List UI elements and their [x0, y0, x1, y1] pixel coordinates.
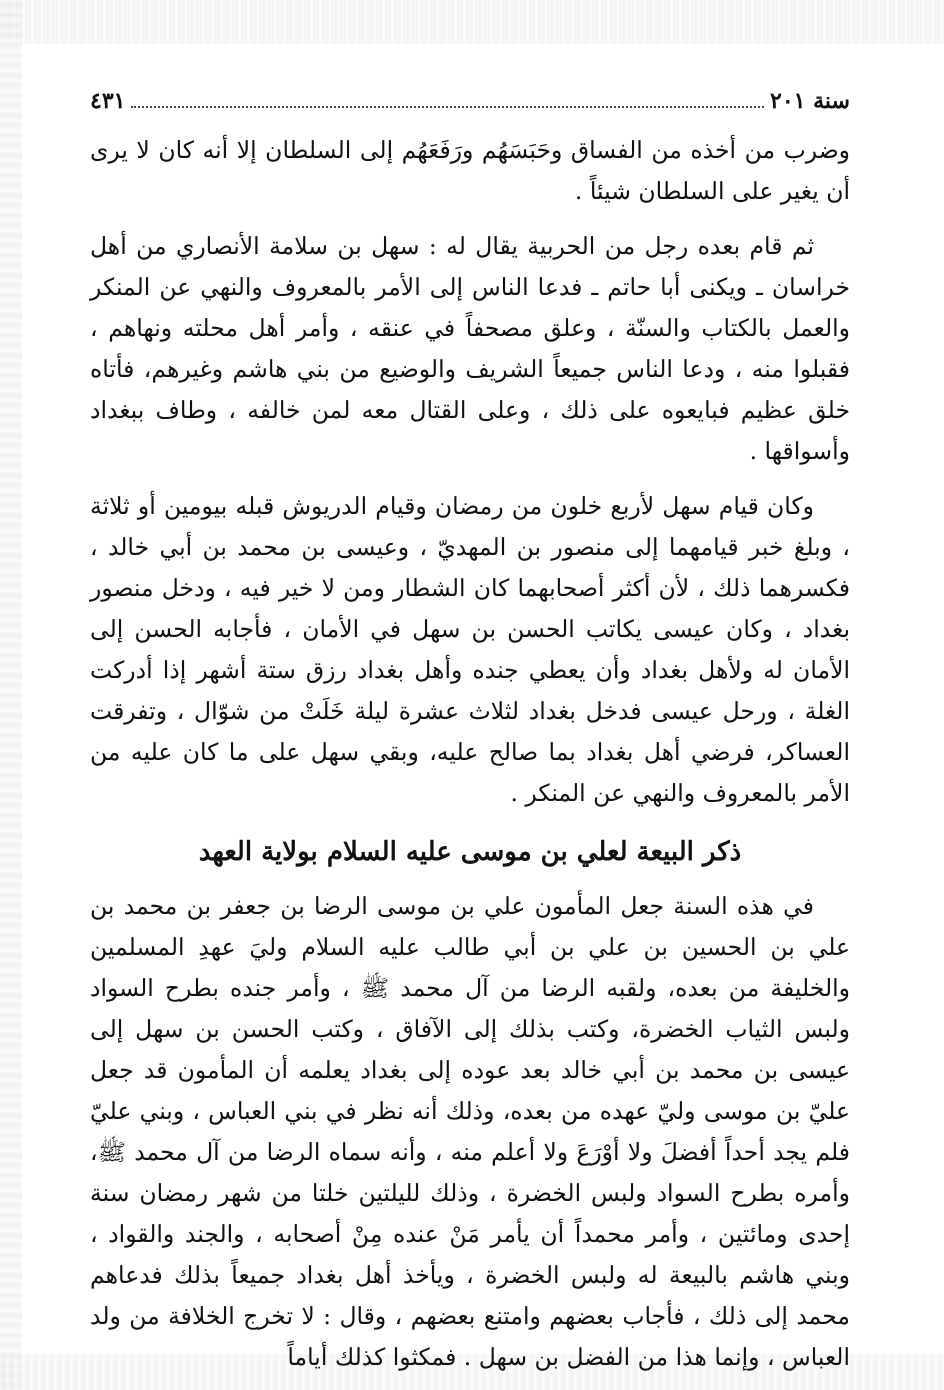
paragraph-sahl-rising: ثم قام بعده رجل من الحربية يقال له : سهل بن سلامة الأنصاري من أهل خراسان ـ ويكنى أبا حاتم ـ فدعا الناس إلى الأمر بالمعروف والنهي عن المنكر والعمل بالكتاب والسنّة ، وعلق مصحفاً في عنقه ، وأمر أهل محلته ونهاهم ، فقبلوا منه ، ودعا الناس جميعاً الشريف والوضيع من بني هاشم وغيرهم، فأتاه خلق عظيم فبايعوه على ذلك ، وعلى القتال معه لمن خالفه ، وطاف ببغداد وأسواقها . — [90, 232, 850, 465]
scan-noise-left — [0, 0, 22, 1390]
dotted-leader — [131, 106, 764, 108]
scan-noise-top — [0, 0, 944, 44]
book-page — [90, 88, 850, 1378]
paragraph-sahl-timing: وكان قيام سهل لأربع خلون من رمضان وقيام الدريوش قبله بيومين أو ثلاثة ، وبلغ خبر قيامهما إلى منصور بن المهديّ ، وعيسى بن محمد بن أبي خالد ، فكسرهما ذلك ، لأن أكثر أصحابهما كان الشطار ومن لا خير فيه ، ودخل منصور بغداد ، وكان عيسى يكاتب الحسن بن سهل في الأمان ، فأجابه الحسن إلى الأمان له ولأهل بغداد وأن يعطي جنده وأهل بغداد رزق ستة أشهر إذا أدركت الغلة ، ورحل عيسى فدخل بغداد لثلاث عشرة ليلة خَلَتْ من شوّال ، وتفرقت العساكر، فرضي أهل بغداد بما صالح عليه، وبقي سهل على ما كان عليه من الأمر بالمعروف والنهي عن المنكر . — [90, 492, 850, 807]
section-heading: ذكر البيعة لعلي بن موسى عليه السلام بولاية العهد — [198, 837, 742, 867]
year-label: سنة ٢٠١ — [770, 88, 850, 114]
running-header — [90, 88, 850, 122]
paragraph-continuation: وضرب من أخذه من الفساق وحَبَسَهُم ورَفَعَهُم إلى السلطان إلا أنه كان لا يرى أن يغير على السلطان شيئاً . — [90, 136, 850, 205]
paragraph-bay-ah: في هذه السنة جعل المأمون علي بن موسى الرضا بن جعفر بن محمد بن علي بن الحسين بن علي بن أبي طالب عليه السلام وليَ عهدِ المسلمين والخليفة من بعده، ولقبه الرضا من آل محمد ﷺ ، وأمر جنده بطرح السواد ولبس الثياب الخضرة، وكتب بذلك إلى الآفاق ، وكتب الحسن بن سهل إلى عيسى بن محمد بن أبي خالد بعد عوده إلى بغداد يعلمه أن المأمون قد جعل عليّ بن موسى وليّ عهده من بعده، وذلك أنه نظر في بني العباس ، وبني عليّ فلم يجد أحداً أفضلَ ولا أوْرَعَ ولا أعلم منه ، وأنه سماه الرضا من آل محمد ﷺ، وأمره بطرح السواد ولبس الخضرة ، وذلك لليلتين خلتا من شهر رمضان سنة إحدى ومائتين ، وأمر محمداً أن يأمر مَنْ عنده مِنْ أصحابه ، والجند والقواد ، وبني هاشم بالبيعة له ولبس الخضرة ، ويأخذ أهل بغداد جميعاً بذلك فدعاهم محمد إلى ذلك ، فأجاب بعضهم وامتنع بعضهم ، وقال : لا تخرج الخلافة من ولد العباس ، وإنما هذا من الفضل بن سهل . فمكثوا كذلك أياماً — [90, 892, 850, 1371]
page-number: ٤٣١ — [90, 88, 126, 114]
